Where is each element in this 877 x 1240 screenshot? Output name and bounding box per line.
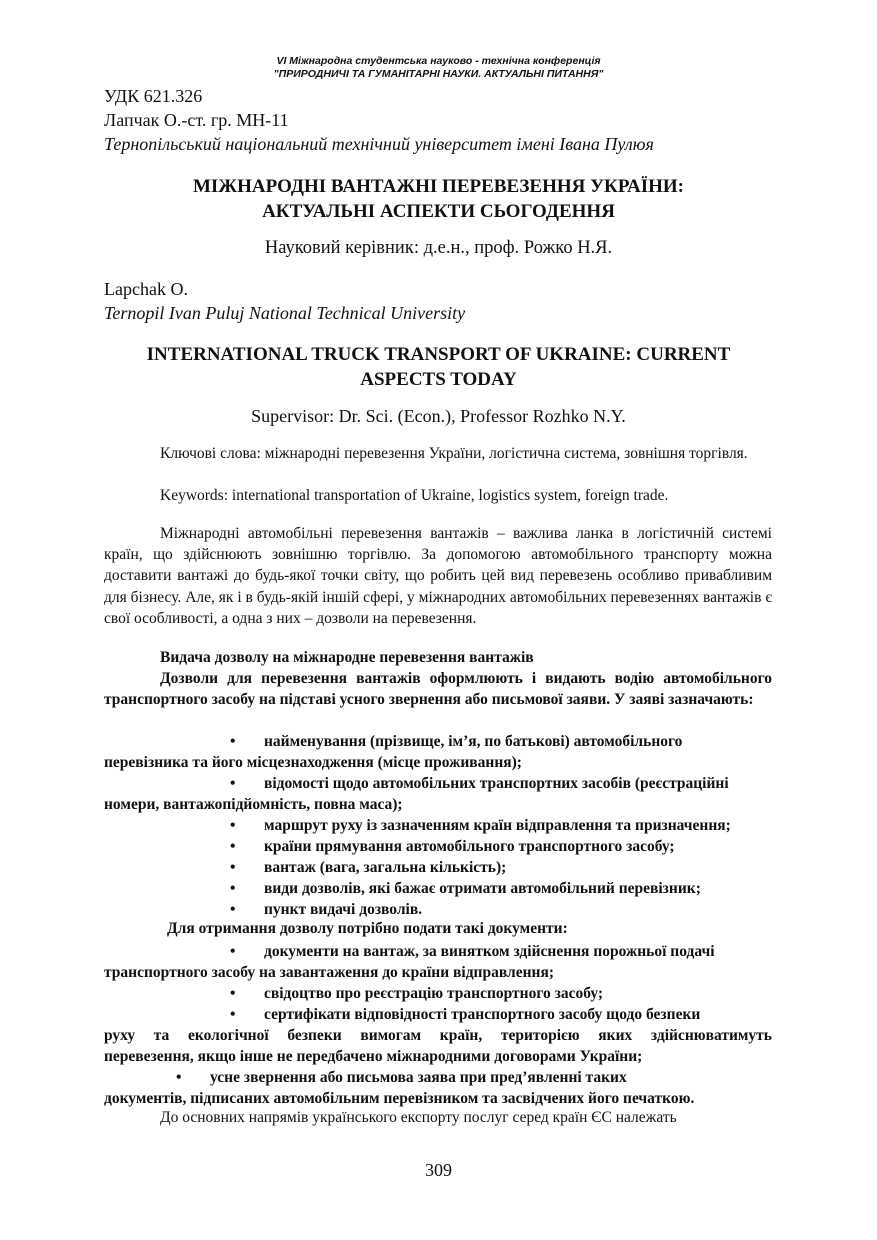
keywords-ua-text: Ключові слова: міжнародні перевезення України, логістична система, зовнішня торгівля. (160, 445, 748, 462)
list-item: • види дозволів, які бажає отримати автомобільний перевізник; (230, 880, 701, 897)
keywords-en (104, 485, 772, 506)
list-item: • свідоцтво про реєстрацію транспортного засобу; (230, 985, 604, 1002)
title-en-line2: ASPECTS TODAY (360, 369, 517, 390)
list-item-continuation: руху та екологічної безпеки вимогам країн, територією яких здійснюватимуть (104, 1027, 772, 1044)
list-item: • вантаж (вага, загальна кількість); (230, 859, 507, 876)
list-item: • маршрут руху із зазначенням країн відправлення та призначення; (230, 817, 731, 834)
title-ua-line1: МІЖНАРОДНІ ВАНТАЖНІ ПЕРЕВЕЗЕННЯ УКРАЇНИ: (192, 176, 684, 197)
supervisor-ua: Науковий керівник: д.е.н., проф. Рожко Н.Я. (264, 238, 613, 258)
udc-code: УДК 621.326 (104, 86, 203, 106)
closing-text: До основних напрямів українського експорту послуг серед країн ЄС належать (160, 1109, 677, 1126)
page-number: 309 (425, 1160, 452, 1180)
affiliation-en: Ternopil Ivan Puluj National Technical University (104, 303, 466, 323)
section1-text-body: Дозволи для перевезення вантажів оформлюють і видають водію автомобільного транспортного засобу на підставі усного звернення або письмової заяви. У заяві зазначають: (104, 670, 772, 709)
supervisor-en: Supervisor: Dr. Sci. (Econ.), Professor Rozhko N.Y. (251, 406, 626, 426)
intro-paragraph (104, 523, 772, 629)
list-item: • усне звернення або письмова заява при пред’явленні таких (176, 1069, 627, 1086)
list-item: • документи на вантаж, за винятком здійснення порожньої подачі (230, 943, 715, 960)
section1-heading: Видача дозволу на міжнародне перевезення вантажів (160, 649, 534, 666)
list-item: • країни прямування автомобільного транспортного засобу; (230, 838, 675, 855)
intro-text: Міжнародні автомобільні перевезення вантажів – важлива ланка в логістичній системі країн, що здійснюють зовнішню торгівлю. За допомогою автомобільного транспорту можна доставити вантажі до будь-якої точки світу, що робить цей вид перевезень особливо привабливим для бізнесу. Але, як і в будь-якій іншій сфері, у міжнародних автомобільних перевезеннях вантажів є свої особливості, а одна з них – дозволи на перевезення. (104, 525, 772, 627)
keywords-en-text: Keywords: international transportation of Ukraine, logistics system, foreign trade. (160, 487, 669, 504)
list-item-continuation: транспортного засобу на завантаження до країни відправлення; (104, 964, 554, 981)
list-item: • відомості щодо автомобільних транспортних засобів (реєстраційні (230, 775, 729, 792)
section1-text (104, 668, 772, 710)
list-item: • сертифікати відповідності транспортного засобу щодо безпеки (230, 1006, 701, 1023)
affiliation-ua: Тернопільський національний технічний університет імені Івана Пулюя (104, 134, 654, 154)
title-ua-line2: АКТУАЛЬНІ АСПЕКТИ СЬОГОДЕННЯ (262, 201, 615, 222)
list-item: • пункт видачі дозволів. (230, 901, 423, 918)
list-item-continuation: номери, вантажопідйомність, повна маса); (104, 796, 403, 813)
section2-heading: Для отримання дозволу потрібно подати такі документи: (167, 920, 568, 937)
author-en: Lapchak O. (104, 279, 188, 299)
author-ua: Лапчак О.-ст. гр. МН-11 (104, 110, 289, 130)
list-item-continuation: перевезення, якщо інше не передбачено міжнародними договорами України; (104, 1048, 643, 1065)
conference-header-line1: VI Міжнародна студентська науково - технічна конференція (276, 55, 601, 67)
keywords-ua (104, 443, 772, 464)
list-item-continuation: перевізника та його місцезнаходження (місце проживання); (104, 754, 522, 771)
conference-header-line2: "ПРИРОДНИЧІ ТА ГУМАНІТАРНІ НАУКИ. АКТУАЛЬНІ ПИТАННЯ" (273, 68, 604, 80)
title-en-line1: INTERNATIONAL TRUCK TRANSPORT OF UKRAINE: CURRENT (146, 344, 731, 365)
list-item-continuation: документів, підписаних автомобільним перевізником та засвідчених його печаткою. (104, 1090, 695, 1107)
list-item: • найменування (прізвище, ім’я, по батькові) автомобільного (230, 733, 683, 750)
